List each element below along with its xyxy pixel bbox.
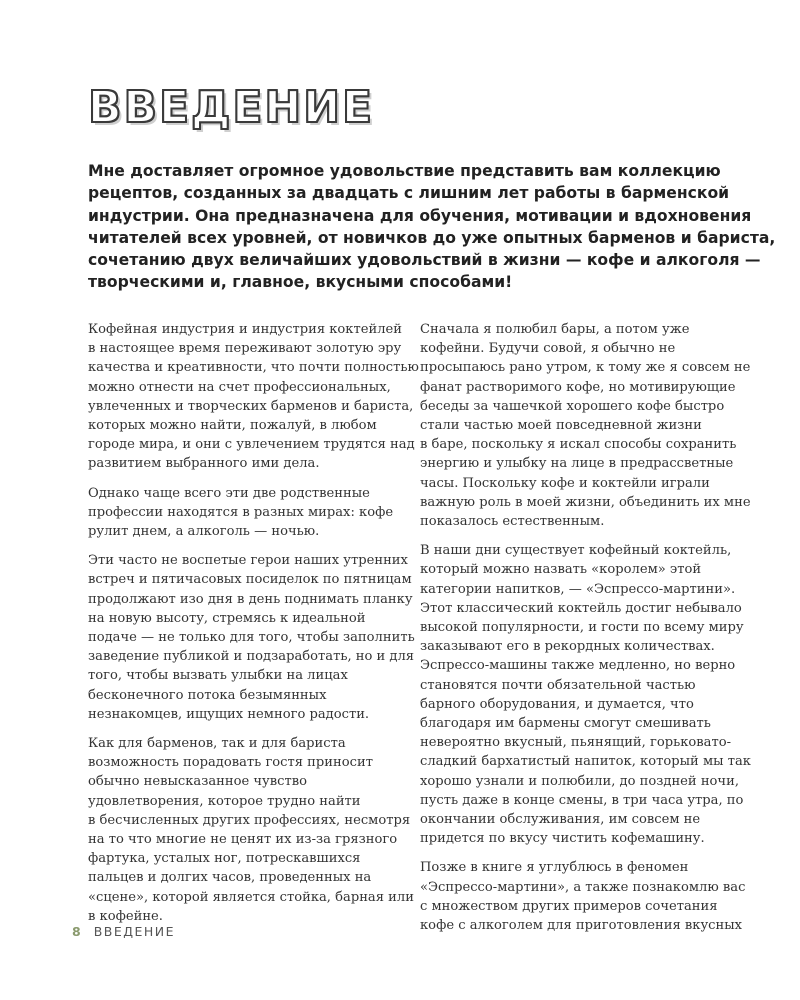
text-line: фанат растворимого кофе, но мотивирующие — [420, 379, 736, 395]
right-column — [420, 320, 751, 945]
left-column — [88, 320, 419, 936]
text-line: на новую высоту, стремясь к идеальной — [88, 610, 366, 626]
text-line: в баре, поскольку я искал способы сохранить — [420, 437, 737, 453]
text-line: придется по вкусу чистить кофемашину. — [420, 831, 705, 847]
text-line: подаче — не только для того, чтобы заполнить — [88, 630, 415, 646]
text-line: Кофейная индустрия и индустрия коктейлей — [88, 322, 403, 337]
text-line: в кофейне. — [88, 908, 163, 924]
text-line: удовлетворения, которое трудно найти — [88, 793, 361, 809]
text-line: энергию и улыбку на лице в предрассветные — [420, 456, 734, 472]
text-line: показалось естественным. — [420, 514, 605, 530]
text-line: на то что многие не ценят их из-за грязного — [88, 832, 398, 848]
body-paragraph — [88, 734, 414, 926]
text-line: встреч и пятичасовых посиделок по пятницам — [88, 572, 412, 588]
text-line: важную роль в моей жизни, объединить их мне — [420, 494, 751, 510]
text-line: пусть даже в конце смены, в три часа утра, по — [420, 792, 744, 808]
lead-line: Мне доставляет огромное удовольствие представить вам коллекцию — [88, 162, 721, 180]
lead-line: рецептов, созданных за двадцать с лишним лет работы в барменской — [88, 184, 730, 203]
body-paragraph — [420, 858, 746, 935]
text-line: обычно невысказанное чувство — [88, 774, 307, 790]
text-line: которых можно найти, пожалуй, в любом — [88, 418, 377, 434]
text-line: становятся почти обязательной частью — [420, 677, 696, 693]
text-line: В наши дни существует кофейный коктейль, — [420, 543, 732, 559]
text-line: качества и креативности, что почти полностью — [88, 360, 419, 376]
page-title: ВВЕДЕНИЕ — [88, 82, 375, 133]
text-line: в настоящее время переживают золотую эру — [88, 341, 402, 357]
text-line: беседы за чашечкой хорошего кофе быстро — [420, 398, 725, 414]
text-line: кофейни. Будучи совой, я обычно не — [420, 341, 676, 357]
text-line: сладкий бархатистый напиток, который мы так — [420, 754, 751, 770]
body-paragraph — [88, 551, 415, 724]
lead-line: читателей всех уровней, от новичков до уже опытных барменов и бариста, — [88, 228, 776, 247]
text-line: пальцев и долгих часов, проведенных на — [88, 870, 372, 886]
body-paragraph — [88, 484, 398, 542]
text-line: «сцене», которой является стойка, барная или — [88, 889, 414, 905]
text-line: заказывают его в рекордных количествах. — [420, 639, 715, 655]
text-line: незнакомцев, ищущих немного радости. — [88, 706, 370, 722]
text-line: «Эспрессо-мартини», а также познакомлю вас — [420, 879, 746, 895]
text-line: Однако чаще всего эти две родственные — [88, 485, 370, 501]
text-line: продолжают изо дня в день поднимать планку — [88, 591, 413, 607]
text-line: городе мира, и они с увлечением трудятся над — [88, 437, 415, 453]
text-line: окончании обслуживания, им совсем не — [420, 812, 701, 828]
text-line: стали частью моей повседневной жизни — [420, 418, 702, 434]
text-line: в бесчисленных других профессиях, несмотря — [88, 812, 411, 828]
text-line: того, чтобы вызвать улыбки на лицах — [88, 668, 348, 684]
text-line: профессии находятся в разных мирах: кофе — [88, 504, 394, 520]
text-line: кофе с алкоголем для приготовления вкусных — [420, 918, 743, 934]
text-line: невероятно вкусный, пьянящий, горьковато- — [420, 735, 732, 751]
lead-line: творческими и, главное, вкусными способами! — [88, 273, 513, 292]
text-line: с множеством других примеров сочетания — [420, 898, 718, 914]
text-line: бесконечного потока безымянных — [88, 687, 327, 703]
text-line: Эти часто не воспетые герои наших утренних — [88, 553, 408, 569]
text-line: Этот классический коктейль достиг небывало — [420, 600, 742, 616]
text-line: можно отнести на счет профессиональных, — [88, 379, 391, 395]
text-line: рулит днем, а алкоголь — ночью. — [88, 524, 320, 540]
text-line: барного оборудования, и думается, что — [420, 696, 694, 712]
text-line: просыпаюсь рано утром, к тому же я совсем не — [420, 360, 751, 376]
lead-line: сочетанию двух величайших удовольствий в жизни — кофе и алкоголя — — [88, 251, 761, 270]
footer-section-title: ВВЕДЕНИЕ — [93, 924, 176, 939]
text-line: часы. Поскольку кофе и коктейли играли — [420, 475, 710, 491]
text-line: благодаря им бармены смогут смешивать — [420, 716, 711, 732]
text-line: хорошо узнали и полюбили, до поздней ночи, — [420, 773, 739, 789]
text-line: Позже в книге я углублюсь в феномен — [420, 860, 689, 876]
text-line: который можно назвать «королем» этой — [420, 562, 702, 578]
text-line: категории напитков, — «Эспрессо-мартини». — [420, 581, 736, 597]
body-paragraph — [420, 320, 751, 531]
page-footer — [72, 924, 175, 939]
text-line: возможность порадовать гостя приносит — [88, 755, 373, 771]
body-paragraph — [88, 320, 419, 474]
text-line: заведение публикой и подзаработать, но и для — [88, 649, 415, 665]
text-line: Как для барменов, так и для бариста — [88, 736, 346, 752]
text-line: Эспрессо-машины также медленно, но верно — [420, 658, 736, 674]
text-line: фартука, усталых ног, потрескавшихся — [88, 851, 361, 867]
text-line: Сначала я полюбил бары, а потом уже — [420, 322, 690, 337]
lead-paragraph — [88, 160, 776, 294]
page-number: 8 — [72, 924, 83, 939]
text-line: высокой популярности, и гости по всему миру — [420, 620, 744, 636]
text-line: увлеченных и творческих барменов и бариста, — [88, 398, 414, 414]
text-line: развитием выбранного ими дела. — [88, 456, 320, 472]
body-paragraph — [420, 541, 751, 848]
lead-line: индустрии. Она предназначена для обучения, мотивации и вдохновения — [88, 206, 752, 225]
